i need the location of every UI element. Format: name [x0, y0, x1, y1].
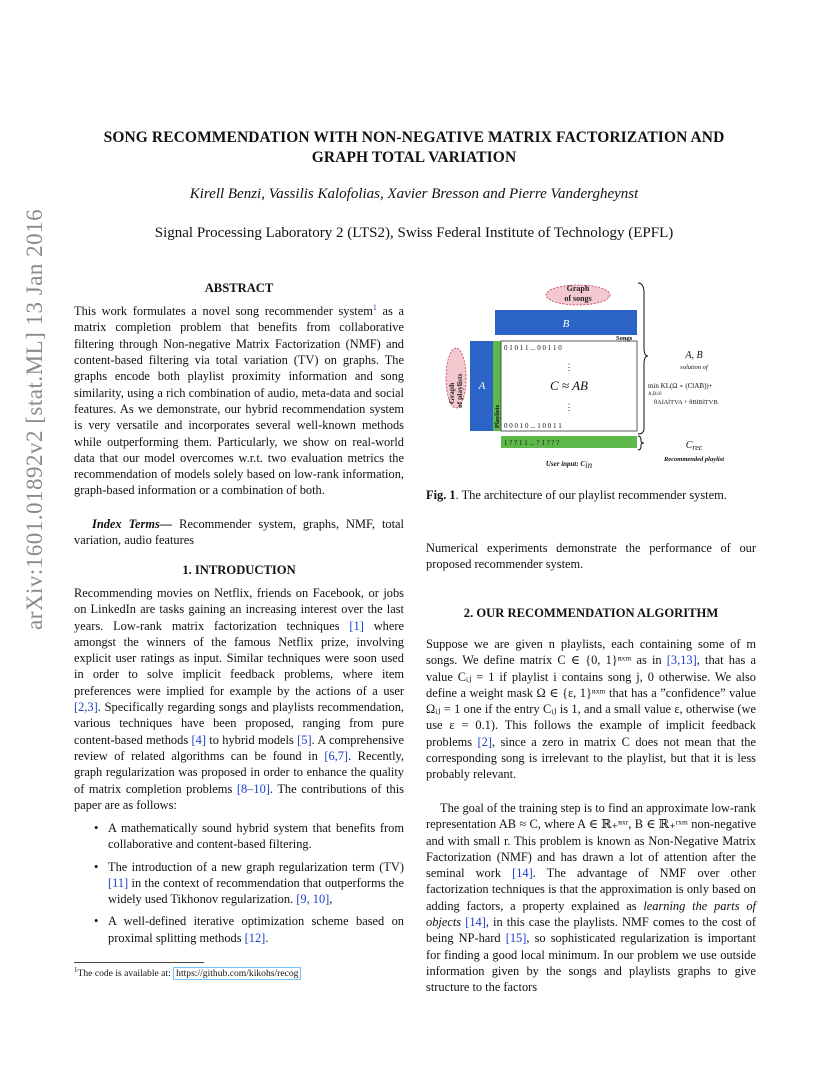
citation[interactable]: [12] — [244, 930, 266, 945]
label-b: B — [562, 318, 570, 330]
citation[interactable]: [11] — [108, 875, 129, 890]
algorithm-heading: 2. OUR RECOMMENDATION ALGORITHM — [463, 606, 719, 620]
figure-label: Fig. 1 — [426, 488, 456, 502]
algorithm-paragraph-1: Suppose we are given n playlists, each containing some of m songs. We define matrix C ∈ {0, 1}ⁿˣᵐ as in [3,13], that has a value Cᵢⱼ = 1 if playlist i contains song j, 0 otherwise. We also define a weight mask Ω ∈ {ε, 1}ⁿˣᵐ that has a ”confidence” value Ωᵢⱼ = 1 one if the entry Cᵢⱼ is 1, and a small value ε, otherwise (we use ε = 0.1). This follows the example of implicit feedback problems [2], since a zero in matrix C does not mean that the corresponding song is irrelevant to the playlist, but that it is less probably relevant. — [426, 637, 756, 782]
list-item: • A well-defined iterative optimization scheme based on proximal splitting methods [12]. — [74, 913, 404, 946]
abstract-text: This work formulates a novel song recommender system$^1$ as a matrix completion problem that benefits from collaborative filtering through Non-negative Matrix Factorization (NMF) and content-based filtering via total variation (TV) on graphs. The graphs encode both playlist proximity information and song similarity, using a rich combination of audio, meta-data and social features. As we demonstrate, our hybrid recommendation system is very versatile and incorporates several well-known methods while outperforming them. Particularly, we show on real-world data that our model overcomes w.r.t. two evaluation metrics the recommendation of models solely based on low-rank information, graph-based information or a combination of both. — [74, 303, 404, 498]
list-item: • A mathematically sound hybrid system that benefits from collaborative and content-based filtering. — [74, 820, 404, 853]
citation[interactable]: [8–10] — [236, 781, 270, 796]
svg-text:Graph: Graph — [566, 284, 590, 293]
algorithm-paragraph-2: The goal of the training step is to find an approximate low-rank representation AB ≈ C, where A ∈ ℝ₊ⁿˣʳ, B ∈ ℝ₊ʳˣᵐ non-negative and with small r. This problem is known as Non-Negative Matrix Factorization (NMF) and has drawn a lot of attention after the seminal work [14]. The advantage of NMF over other factorization techniques is that the approximation is only based on adding factors, a property explained as learning the parts of objects [14], in this case the playlists. NMF comes to the cost of being NP-hard [15], so sophisticated regularization is important for finding a good local minimum. In our problem we use outside information given by the songs and playlists graphs to give structure to the factors — [426, 801, 756, 995]
list-item: • The introduction of a new graph regularization term (TV) [11] in the context of recommendation that outperforms the widely used Tikhonov regularization. [9, 10], — [74, 859, 404, 908]
citation[interactable]: [14] — [512, 866, 533, 881]
svg-text:1 ? ? 1 1 ... ?: 1 ? ? 1 1 ... ? 1 ? ? ? — [504, 439, 560, 447]
citation[interactable]: [2] — [477, 734, 492, 749]
authors: Kirell Benzi, Vassilis Kalofolias, Xavier Bresson and Pierre Vandergheynst — [189, 186, 639, 202]
arxiv-identifier: arXiv:1601.01892v2 [stat.ML] 13 Jan 2016 — [22, 208, 47, 630]
svg-text:A, B: A, B — [685, 350, 703, 361]
svg-text:C ≈ AB: C ≈ AB — [550, 378, 588, 393]
svg-text:min KL(Ω ∘ (C‖AB))+: min KL(Ω ∘ (C‖AB))+ — [648, 382, 713, 390]
introduction-heading: 1. INTRODUCTION — [182, 563, 296, 577]
citation[interactable]: [5] — [297, 732, 312, 747]
svg-text:of playlists: of playlists — [455, 373, 464, 408]
code-link[interactable]: https://github.com/kikohs/recog — [173, 967, 301, 980]
svg-text:A,B≥0: A,B≥0 — [648, 392, 662, 397]
paper-title — [60, 128, 768, 168]
footnote-ref[interactable]: 1 — [372, 303, 377, 312]
graph-of-songs-cloud — [546, 284, 610, 305]
svg-text:Playlists: Playlists — [494, 404, 501, 428]
svg-text:solution of: solution of — [680, 364, 708, 371]
title-line-2: GRAPH TOTAL VARIATION — [311, 149, 517, 166]
title-line-1: SONG RECOMMENDATION WITH NON-NEGATIVE MATRIX FACTORIZATION AND — [103, 129, 725, 146]
svg-text:Songs: Songs — [616, 335, 633, 342]
citation[interactable]: [9, 10] — [296, 892, 330, 907]
svg-text:0 0 0 1 0 ... 1 0 0: 0 0 0 1 0 ... 1 0 0 1 1 — [504, 422, 562, 430]
abstract-heading: ABSTRACT — [204, 281, 274, 295]
index-terms: Index Terms— Recommender system, graphs, NMF, total variation, audio features — [74, 517, 405, 548]
svg-text:⋮: ⋮ — [564, 362, 574, 372]
svg-text:of songs: of songs — [564, 294, 592, 303]
affiliation: Signal Processing Laboratory 2 (LTS2), Swiss Federal Institute of Technology (EPFL) — [154, 225, 674, 241]
citation[interactable]: [4] — [191, 732, 206, 747]
footnote: $^1$The code is available at: https://github.com/kikohs/recog — [74, 966, 301, 979]
svg-text:User input: Cin: User input: Cin — [545, 460, 593, 470]
footnote-divider — [74, 962, 204, 963]
architecture-figure — [426, 278, 756, 474]
contributions-list — [74, 820, 404, 952]
citation[interactable]: [14] — [461, 915, 486, 930]
citation[interactable]: [1] — [349, 618, 364, 633]
svg-text:⋮: ⋮ — [564, 402, 574, 412]
svg-text:Crec: $C_{rec}$ — [685, 440, 703, 452]
numerical-experiments-text: Numerical experiments demonstrate the performance of our proposed recommender system. — [426, 541, 756, 572]
svg-text:θA‖A‖TVA + θB‖B‖TVB: θA‖A‖TVA + θB‖B‖TVB — [654, 399, 718, 406]
citation[interactable]: [3,13] — [666, 653, 697, 668]
graph-of-playlists-cloud — [446, 348, 466, 408]
introduction-text: Recommending movies on Netflix, friends on Facebook, or jobs on LinkedIn are tasks gaining an increasing interest over the last years. Low-rank matrix factorization techniques [1] where amongst the winners of the famous Netflix prize, involving explicit user ratings as input. Similar techniques were soon used in order to solve implicit feedback problems, where item preferences were implied for example by the actions of a user [2,3]. Specifically regarding songs and playlists recommendation, various techniques have been proposed, ranging from pure content-based methods [4] to hybrid models [5]. A comprehensive review of related algorithms can be found in [6,7]. Recently, graph regularization was proposed in order to enhance the quality of matrix completion problems [8–10]. The contributions of this paper are as follows: — [74, 586, 405, 812]
citation[interactable]: [15] — [505, 931, 527, 946]
svg-text:Graph: Graph — [447, 382, 456, 404]
index-terms-label: Index Terms— — [92, 517, 173, 531]
svg-text:0 1 0 1 1 ... 0 0 1: 0 1 0 1 1 ... 0 0 1 1 0 — [504, 344, 562, 352]
citation[interactable]: [2,3] — [74, 700, 98, 715]
svg-text:Recommended playlist: Recommended playlist — [663, 456, 725, 463]
figure-caption: Fig. 1. The architecture of our playlist recommender system. — [426, 488, 727, 502]
label-a: A — [478, 380, 486, 392]
citation[interactable]: [6,7] — [324, 748, 349, 763]
